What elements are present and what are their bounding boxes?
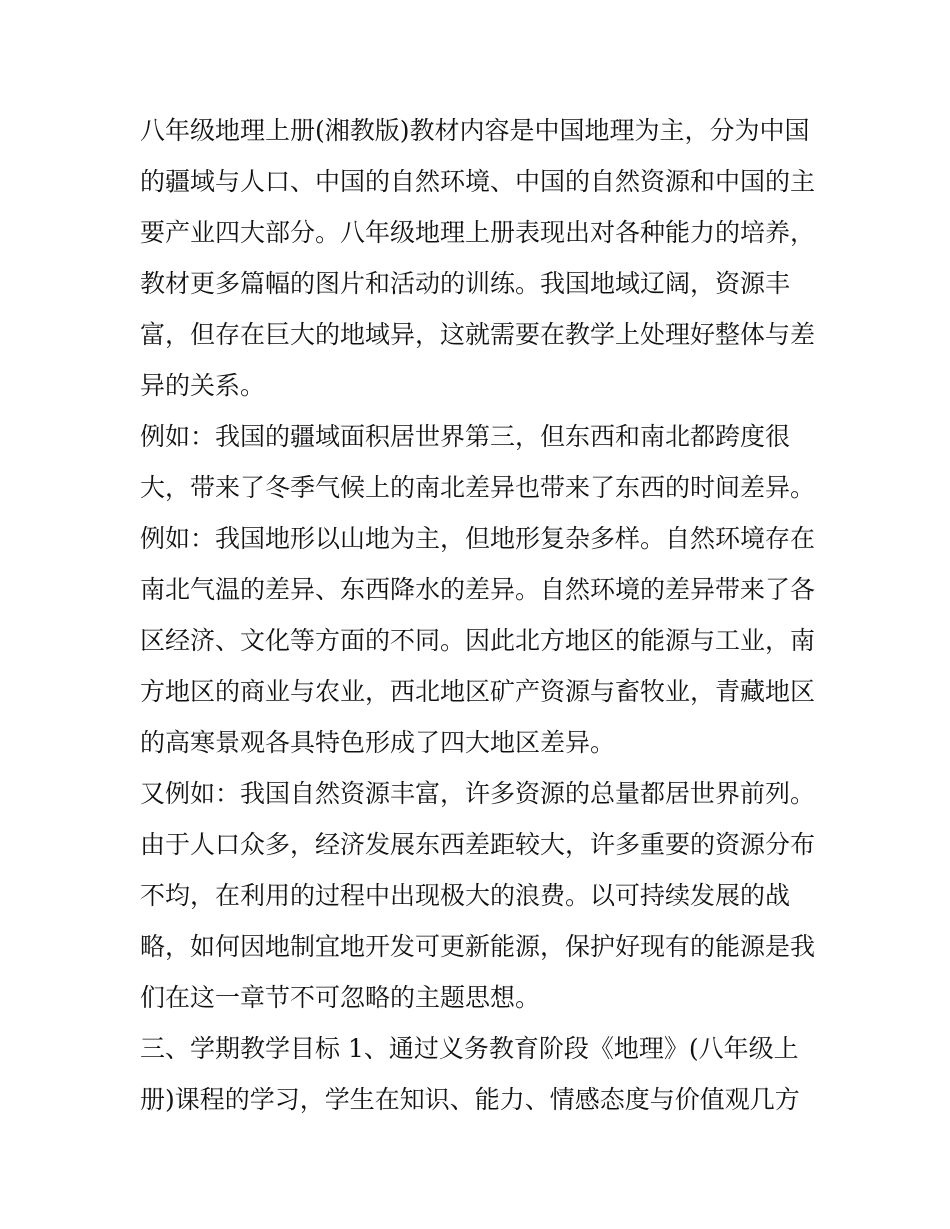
- text-line: 册)课程的学习，学生在知识、能力、情感态度与价值观几方: [140, 1085, 800, 1114]
- text-line: 南北气温的差异、东西降水的差异。自然环境的差异带来了各: [140, 575, 816, 604]
- text-line: 富，但存在巨大的地域异，这就需要在教学上处理好整体与差: [140, 320, 816, 349]
- text-line: 异的关系。: [140, 371, 266, 400]
- body-text: [140, 105, 820, 1125]
- text-line: 不均，在利用的过程中出现极大的浪费。以可持续发展的战: [140, 881, 791, 910]
- text-line: 由于人口众多，经济发展东西差距较大，许多重要的资源分布: [140, 830, 816, 859]
- text-line: 方地区的商业与农业，西北地区矿产资源与畜牧业，青藏地区: [140, 677, 816, 706]
- text-line: 又例如：我国自然资源丰富，许多资源的总量都居世界前列。: [140, 779, 816, 808]
- text-line: 例如：我国地形以山地为主，但地形复杂多样。自然环境存在: [140, 524, 816, 553]
- text-line: 略，如何因地制宜地开发可更新能源，保护好现有的能源是我: [140, 932, 816, 961]
- text-line: 要产业四大部分。八年级地理上册表现出对各种能力的培养，: [140, 218, 816, 247]
- text-line: 八年级地理上册(湘教版)教材内容是中国地理为主，分为中国: [140, 116, 810, 145]
- text-line: 例如：我国的疆域面积居世界第三，但东西和南北都跨度很: [140, 422, 791, 451]
- text-line: 们在这一章节不可忽略的主题思想。: [140, 983, 541, 1012]
- text-line: 区经济、文化等方面的不同。因此北方地区的能源与工业，南: [140, 626, 816, 655]
- text-line: 大，带来了冬季气候上的南北差异也带来了东西的时间差异。: [140, 473, 816, 502]
- text-line: 的高寒景观各具特色形成了四大地区差异。: [140, 728, 616, 757]
- text-line: 三、学期教学目标 1、通过义务教育阶段《地理》(八年级上: [140, 1034, 799, 1063]
- text-line: 的疆域与人口、中国的自然环境、中国的自然资源和中国的主: [140, 167, 816, 196]
- text-line: 教材更多篇幅的图片和活动的训练。我国地域辽阔，资源丰: [140, 269, 791, 298]
